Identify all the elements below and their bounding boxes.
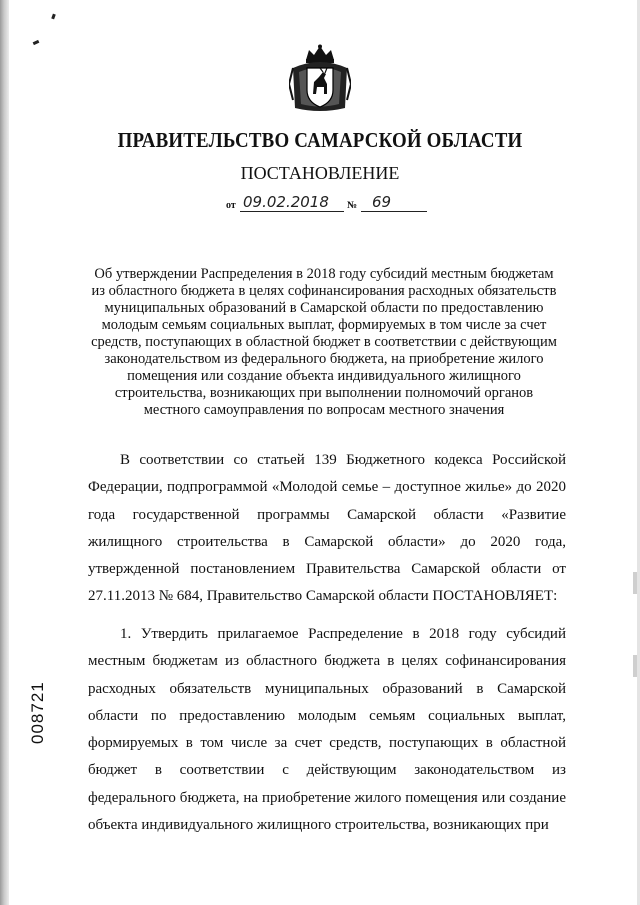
scan-speck [33, 40, 40, 45]
item-1-paragraph: 1. Утвердить прилагаемое Распределение в 2018 году субсидий местным бюджетам из областного бюджета в целях софинансирования расходных обязательств муниципальных образований в Самарской области по предоставлению молодым семьям социальных выплат, формируемых в том числе за счет средств, поступающих в областной бюджет в соответствии с действующим законодательством из федерального бюджета, на приобретение жилого помещения или создание объекта индивидуального жилищного строительства, возникающих при [88, 626, 566, 834]
government-title: ПРАВИТЕЛЬСТВО САМАРСКОЙ ОБЛАСТИ [117, 128, 523, 152]
coat-of-arms-emblem [289, 44, 351, 114]
handwritten-number: 69 [372, 193, 392, 211]
date-number-line [226, 193, 436, 213]
preamble-paragraph: В соответствии со статьей 139 Бюджетного кодекса Российской Федерации, подпрограммой «Молодой семье – доступное жилье» до 2020 года государственной программы Самарской области «Развитие жилищного строительства в Самарской области» до 2020 года, утвержденной постановлением Правительства Самарской области от 27.11.2013 № 684, Правительство Самарской области ПОСТАНОВЛЯЕТ: [88, 452, 566, 605]
number-prefix: № [347, 200, 358, 211]
date-underline [240, 211, 344, 212]
scan-left-edge [0, 0, 9, 905]
document-subject: Об утверждении Распределения в 2018 году субсидий местным бюджетам из областного бюджета в целях софинансирования расходных обязательств муниципальных образований в Самарской области по предоставлению молодым семьям социальных выплат, формируемых в том числе за счет средств, поступающих в областной бюджет в соответствии с действующим законодательством из федерального бюджета, на приобретение жилого помещения или создание объекта индивидуального жилищного строительства, возникающих при выполнении полномочий органов местного самоуправления по вопросам местного значения [91, 266, 557, 418]
number-underline [361, 211, 427, 212]
scan-edge-mark [633, 655, 637, 677]
document-type: ПОСТАНОВЛЕНИЕ [240, 163, 400, 183]
date-prefix: от [226, 200, 236, 211]
scan-edge-mark [633, 572, 637, 594]
scan-speck [51, 14, 56, 20]
margin-registration-stamp: 008721 [28, 681, 47, 744]
handwritten-date: 09.02.2018 [243, 193, 329, 211]
